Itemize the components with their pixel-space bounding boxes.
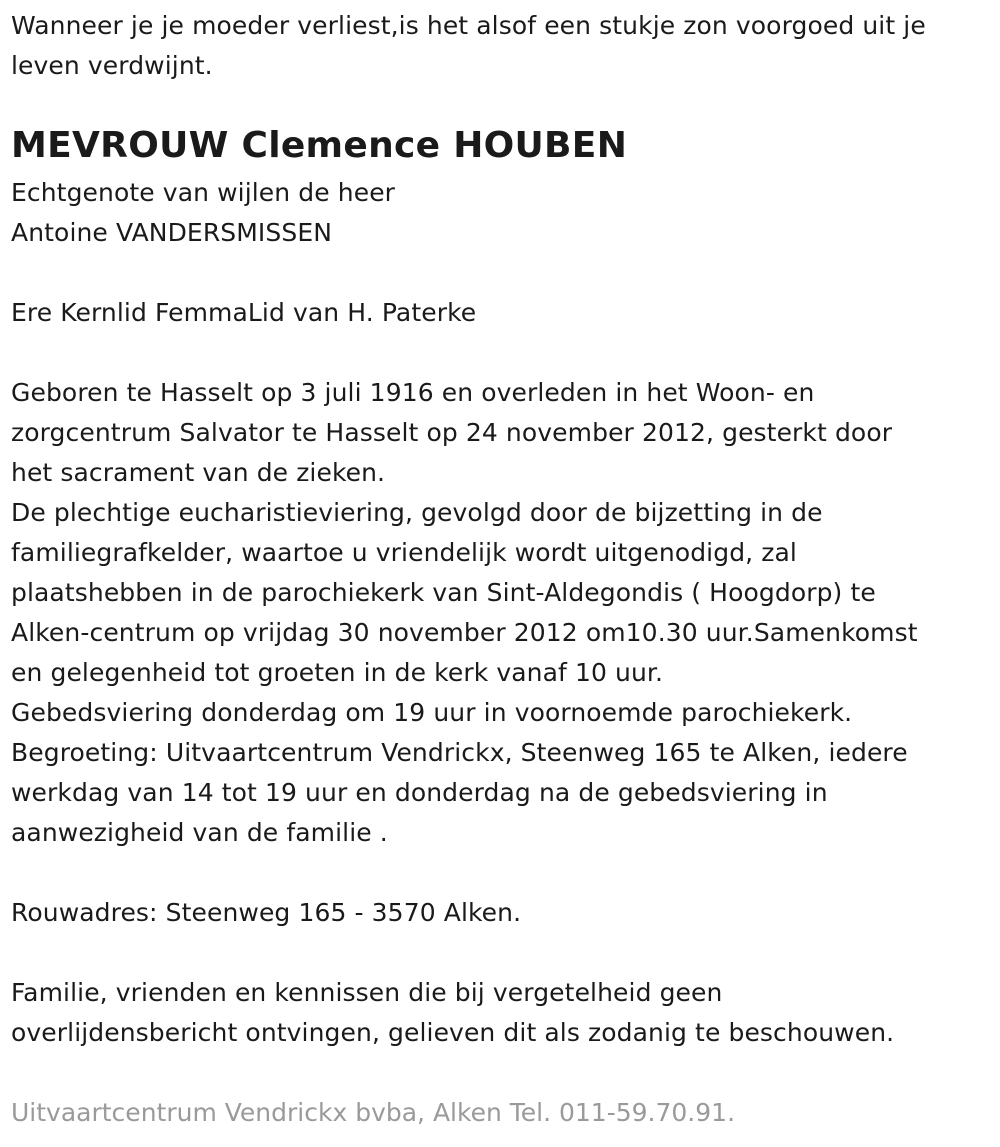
details-line: aanwezigheid van de familie . <box>11 818 388 847</box>
details-line: Geboren te Hasselt op 3 juli 1916 en overleden in het Woon- en <box>11 378 815 407</box>
details-line: familiegrafkelder, waartoe u vriendelijk wordt uitgenodigd, zal <box>11 538 797 567</box>
details-line: Alken-centrum op vrijdag 30 november 2012 om10.30 uur.Samenkomst <box>11 618 918 647</box>
details-line: het sacrament van de zieken. <box>11 458 386 487</box>
family-note-line-1: Familie, vrienden en kennissen die bij vergetelheid geen <box>11 978 723 1007</box>
details-line: en gelegenheid tot groeten in de kerk vanaf 10 uur. <box>11 658 664 687</box>
details-line: plaatshebben in de parochiekerk van Sint-Aldegondis ( Hoogdorp) te <box>11 578 876 607</box>
details-line: werkdag van 14 tot 19 uur en donderdag na de gebedsviering in <box>11 778 828 807</box>
family-note-line-2: overlijdensbericht ontvingen, gelieven dit als zodanig te beschouwen. <box>11 1018 895 1047</box>
funeral-home-footer: Uitvaartcentrum Vendrickx bvba, Alken Tel. 011-59.70.91. <box>11 1098 736 1127</box>
spouse-line-1: Echtgenote van wijlen de heer <box>11 178 396 207</box>
details-line: De plechtige eucharistieviering, gevolgd door de bijzetting in de <box>11 498 823 527</box>
quote-line-2: leven verdwijnt. <box>11 51 213 80</box>
details-line: zorgcentrum Salvator te Hasselt op 24 november 2012, gesterkt door <box>11 418 893 447</box>
details-line: Gebedsviering donderdag om 19 uur in voornoemde parochiekerk. <box>11 698 853 727</box>
deceased-name: MEVROUW Clemence HOUBEN <box>11 125 628 166</box>
spouse-line-2: Antoine VANDERSMISSEN <box>11 218 333 247</box>
details-line: Begroeting: Uitvaartcentrum Vendrickx, Steenweg 165 te Alken, iedere <box>11 738 908 767</box>
quote-line-1: Wanneer je je moeder verliest,is het alsof een stukje zon voorgoed uit je <box>11 11 926 40</box>
membership-line: Ere Kernlid FemmaLid van H. Paterke <box>11 298 477 327</box>
address-line: Rouwadres: Steenweg 165 - 3570 Alken. <box>11 898 522 927</box>
